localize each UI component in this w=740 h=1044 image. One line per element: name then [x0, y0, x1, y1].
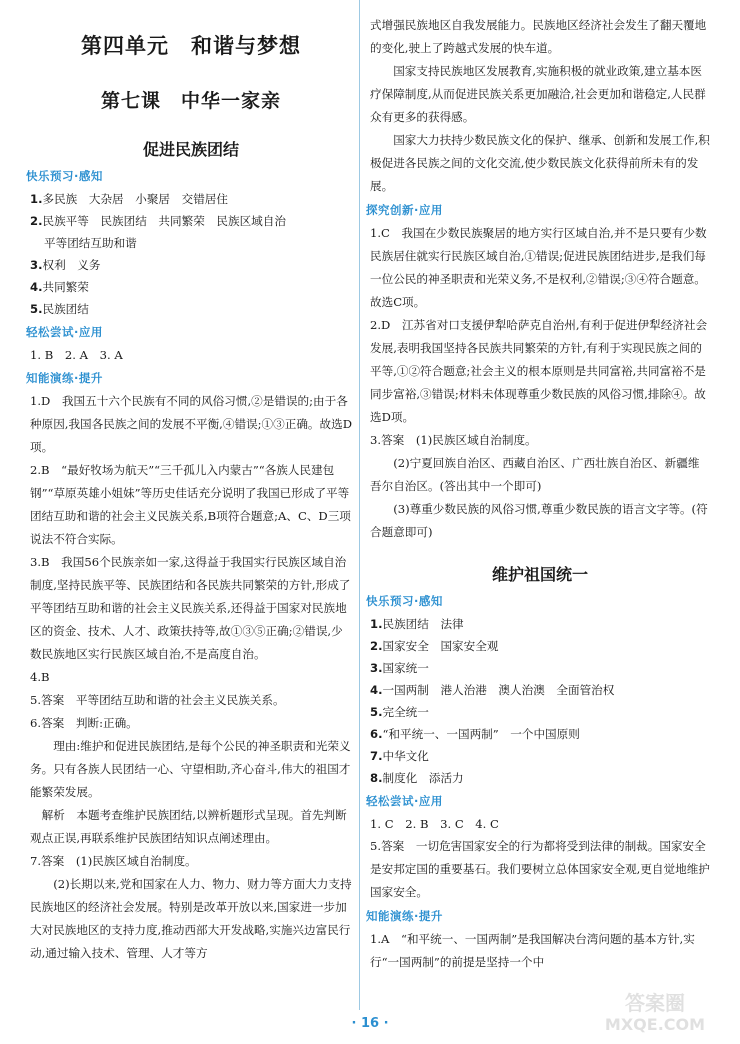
practice-item: 1.D 我国五十六个民族有不同的风俗习惯,②是错误的;由于各种原因,我国各民族之间的发展不平衡,④错误;①③正确。故选D项。 — [30, 394, 353, 454]
practice-item: 1.A “和平统一、一国两制”是我国解决台湾问题的基本方针,实行“一国两制”的前提是坚持一个中 — [370, 932, 695, 969]
label-explore: 探究创新·应用 — [366, 203, 443, 217]
label-preview: 快乐预习·感知 — [366, 594, 443, 608]
svg-text:答案圈: 答案圈 — [625, 991, 685, 1015]
answer-analysis: 解析 本题考查维护民族团结,以辨析题形式呈现。首先判断观点正误,再联系维护民族团结知识点阐述理由。 — [30, 808, 347, 845]
practice-item: 5.答案 平等团结互助和谐的社会主义民族关系。 — [30, 693, 285, 707]
practice-item: 7.答案 (1)民族区域自治制度。 — [30, 854, 197, 868]
lesson-title: 第七课 中华一家亲 — [100, 90, 281, 112]
list-item: 平等团结互助和谐 — [44, 236, 137, 250]
list-item: 8.制度化 添活力 — [370, 771, 464, 785]
list-item: 3.权利 义务 — [30, 258, 101, 272]
list-item: 7.中华文化 — [370, 749, 429, 763]
list-item: 5.民族团结 — [30, 302, 89, 316]
svg-text:MXQE.COM: MXQE.COM — [604, 1015, 706, 1034]
list-item: 2.民族平等 民族团结 共同繁荣 民族区域自治 — [30, 214, 286, 228]
section-title-unity: 促进民族团结 — [142, 140, 239, 159]
left-column — [26, 0, 353, 965]
answer-paragraph: 国家支持民族地区发展教育,实施积极的就业政策,建立基本医疗保障制度,从而促进民族关系更加融洽,社会更加和谐稳定,人民群众有更多的获得感。 — [370, 64, 706, 124]
label-preview: 快乐预习·感知 — [26, 169, 103, 183]
answer-paragraph: (2)长期以来,党和国家在人力、物力、财力等方面大力支持民族地区的经济社会发展。特别是改革开放以来,国家进一步加大对民族地区的支持力度,推动西部大开发战略,实施兴边富民行动,通过输入技术、管理、人才等方 — [30, 877, 352, 960]
try-answers: 1. B 2. A 3. A — [30, 348, 123, 362]
unit-title: 第四单元 和谐与梦想 — [81, 34, 301, 58]
label-practice: 知能演练·提升 — [366, 909, 443, 923]
list-item: 5.完全统一 — [370, 705, 429, 719]
practice-item: 3.B 我国56个民族亲如一家,这得益于我国实行民族区域自治制度,坚持民族平等、民族团结和各民族共同繁荣的方针,形成了平等团结互助和谐的社会主义民族关系,还得益于国家对民族地区的资金、技术、人才、政策扶持等,故①③⑤正确;②错误,少数民族地区实行民族区域自治,不是高度自治。 — [30, 555, 351, 661]
page-number: · 16 · — [351, 1016, 389, 1031]
explore-item: 3.答案 (1)民族区域自治制度。 — [370, 433, 537, 447]
column-divider — [359, 0, 360, 1010]
list-item: 4.一国两制 港人治港 澳人治澳 全面管治权 — [370, 683, 615, 697]
right-column — [366, 0, 710, 974]
practice-item: 4.B — [30, 670, 50, 684]
try-answers: 1. C 2. B 3. C 4. C — [370, 817, 499, 831]
practice-item: 6.答案 判断:正确。 — [30, 716, 138, 730]
answer-paragraph: 国家大力扶持少数民族文化的保护、继承、创新和发展工作,积极促进各民族之间的文化交流,使少数民族文化获得前所未有的发展。 — [370, 133, 710, 193]
watermark-logo — [590, 986, 720, 1036]
practice-item: 2.B “最好牧场为航天”“三千孤儿入内蒙古”“各族人民建包钢”“草原英雄小姐妹”等历史佳话充分说明了我国已形成了平等团结互助和谐的社会主义民族关系,B项符合题意;A、C、D三项说法不符合实际。 — [30, 463, 351, 546]
list-item: 2.国家安全 国家安全观 — [370, 639, 499, 653]
list-item: 6.“和平统一、一国两制” 一个中国原则 — [370, 727, 580, 741]
preview-list — [370, 613, 710, 789]
list-item: 3.国家统一 — [370, 661, 429, 675]
list-item: 1.多民族 大杂居 小聚居 交错居住 — [30, 192, 228, 206]
list-item: 1.民族团结 法律 — [370, 617, 464, 631]
answer-paragraph: (3)尊重少数民族的风俗习惯,尊重少数民族的语言文字等。(符合题意即可) — [370, 502, 708, 539]
explore-item: 2.D 江苏省对口支援伊犁哈萨克自治州,有利于促进伊犁经济社会发展,表明我国坚持各民族共同繁荣的方针,有利于实现民族之间的平等,①②符合题意;社会主义的根本原则是共同富裕,共同富裕不是同步富裕,③错误;材料未体现尊重少数民族的风俗习惯,排除④。故选D项。 — [370, 318, 708, 424]
answer-reason: 理由:维护和促进民族团结,是每个公民的神圣职责和光荣义务。只有各族人民团结一心、守望相助,齐心奋斗,伟大的祖国才能繁荣发展。 — [30, 739, 351, 799]
list-item: 4.共同繁荣 — [30, 280, 89, 294]
preview-list — [30, 188, 352, 320]
label-try: 轻松尝试·应用 — [26, 325, 103, 339]
continued-paragraph: 式增强民族地区自我发展能力。民族地区经济社会发生了翻天覆地的变化,驶上了跨越式发展的快车道。 — [370, 18, 707, 55]
explore-item: 1.C 我国在少数民族聚居的地方实行区域自治,并不是只要有少数民族居住就实行民族区域自治,①错误;促进民族团结进步,是我们每一位公民的神圣职责和光荣义务,不是权利,②错误;③④符合题意。故选C项。 — [370, 226, 707, 309]
section-title-unification: 维护祖国统一 — [491, 565, 588, 584]
label-practice: 知能演练·提升 — [26, 371, 103, 385]
answer-paragraph: (2)宁夏回族自治区、西藏自治区、广西壮族自治区、新疆维吾尔自治区。(答出其中一个即可) — [370, 456, 700, 493]
label-try: 轻松尝试·应用 — [366, 794, 443, 808]
practice-item: 5.答案 一切危害国家安全的行为都将受到法律的制裁。国家安全是安邦定国的重要基石。我们要树立总体国家安全观,更自觉地维护国家安全。 — [370, 839, 710, 899]
